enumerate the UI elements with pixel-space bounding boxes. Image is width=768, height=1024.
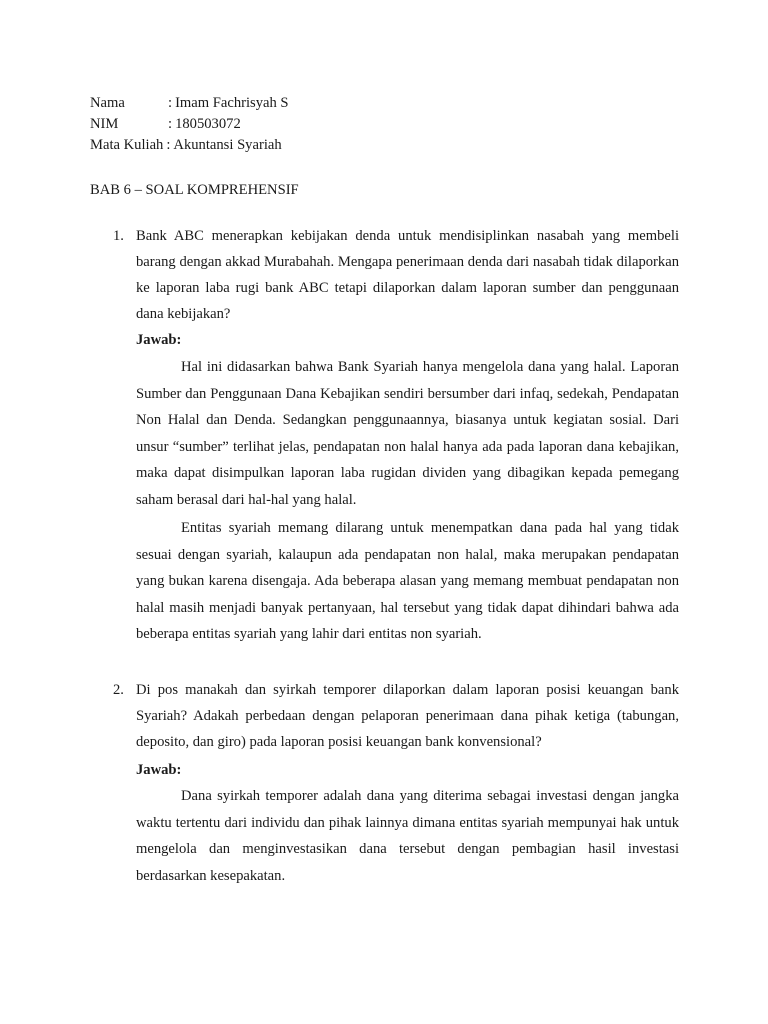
course-label: Mata Kuliah	[90, 137, 164, 153]
course-row	[90, 135, 289, 156]
course-value: Akuntansi Syariah	[173, 137, 282, 153]
section-title: BAB 6 – SOAL KOMPREHENSIF	[90, 182, 299, 198]
question-text: Bank ABC menerapkan kebijakan denda untuk mendisiplinkan nasabah yang membeli barang dengan akkad Murabahah. Mengapa penerimaan denda dari nasabah tidak dilaporkan ke laporan laba rugi bank ABC tetapi dilaporkan dalam laporan sumber dan penggunaan dana kebijakan?	[136, 228, 679, 322]
question-number: 1.	[113, 228, 124, 244]
question-number: 2.	[113, 682, 124, 698]
student-info	[90, 93, 289, 156]
name-value: Imam Fachrisyah S	[175, 95, 289, 111]
name-row	[90, 93, 289, 114]
answer-paragraph: Hal ini didasarkan bahwa Bank Syariah hanya mengelola dana yang halal. Laporan Sumber dan Penggunaan Dana Kebajikan sendiri bersumber dari infaq, sedekah, Pendapatan Non Halal dan Denda. Sedangkan penggunaannya, biasanya untuk kegiatan sosial. Dari unsur “sumber” terlihat jelas, pendapatan non halal hanya ada pada laporan dana kebajikan, maka dapat disimpulkan laporan laba rugidan dividen yang dibagikan kepada pemegang saham berasal dari hal-hal yang halal.	[136, 359, 679, 508]
answer-label: Jawab:	[136, 332, 182, 348]
course-separator: :	[166, 137, 171, 153]
answer-paragraph: Dana syirkah temporer adalah dana yang diterima sebagai investasi dengan jangka waktu tertentu dari individu dan pihak lainnya dimana entitas syariah mempunyai hak untuk mengelola dan menginvestasikan dana tersebut dengan pembagian hasil investasi berdasarkan kesepakatan.	[136, 788, 679, 884]
answer-paragraph: Entitas syariah memang dilarang untuk menempatkan dana pada hal yang tidak sesuai dengan syariah, kalaupun ada pendapatan non halal, maka merupakan pendapatan yang bukan karena disengaja. Ada beberapa alasan yang memang membuat pendapatan non halal masih menjadi banyak pertanyaan, hal tersebut yang tidak dapat dihindari bahwa ada beberapa entitas syariah yang lahir dari entitas non syariah.	[136, 520, 679, 643]
nim-value: 180503072	[175, 116, 241, 132]
answer-label: Jawab:	[136, 762, 182, 778]
nim-label: NIM	[90, 116, 119, 132]
question-text: Di pos manakah dan syirkah temporer dilaporkan dalam laporan posisi keuangan bank Syariah? Adakah perbedaan dengan pelaporan penerimaan dana pihak ketiga (tabungan, deposito, dan giro) pada laporan posisi keuangan bank konvensional?	[136, 682, 679, 750]
name-label: Nama	[90, 95, 125, 111]
nim-separator: :	[168, 116, 173, 132]
name-separator: :	[168, 95, 173, 111]
nim-row	[90, 114, 289, 135]
